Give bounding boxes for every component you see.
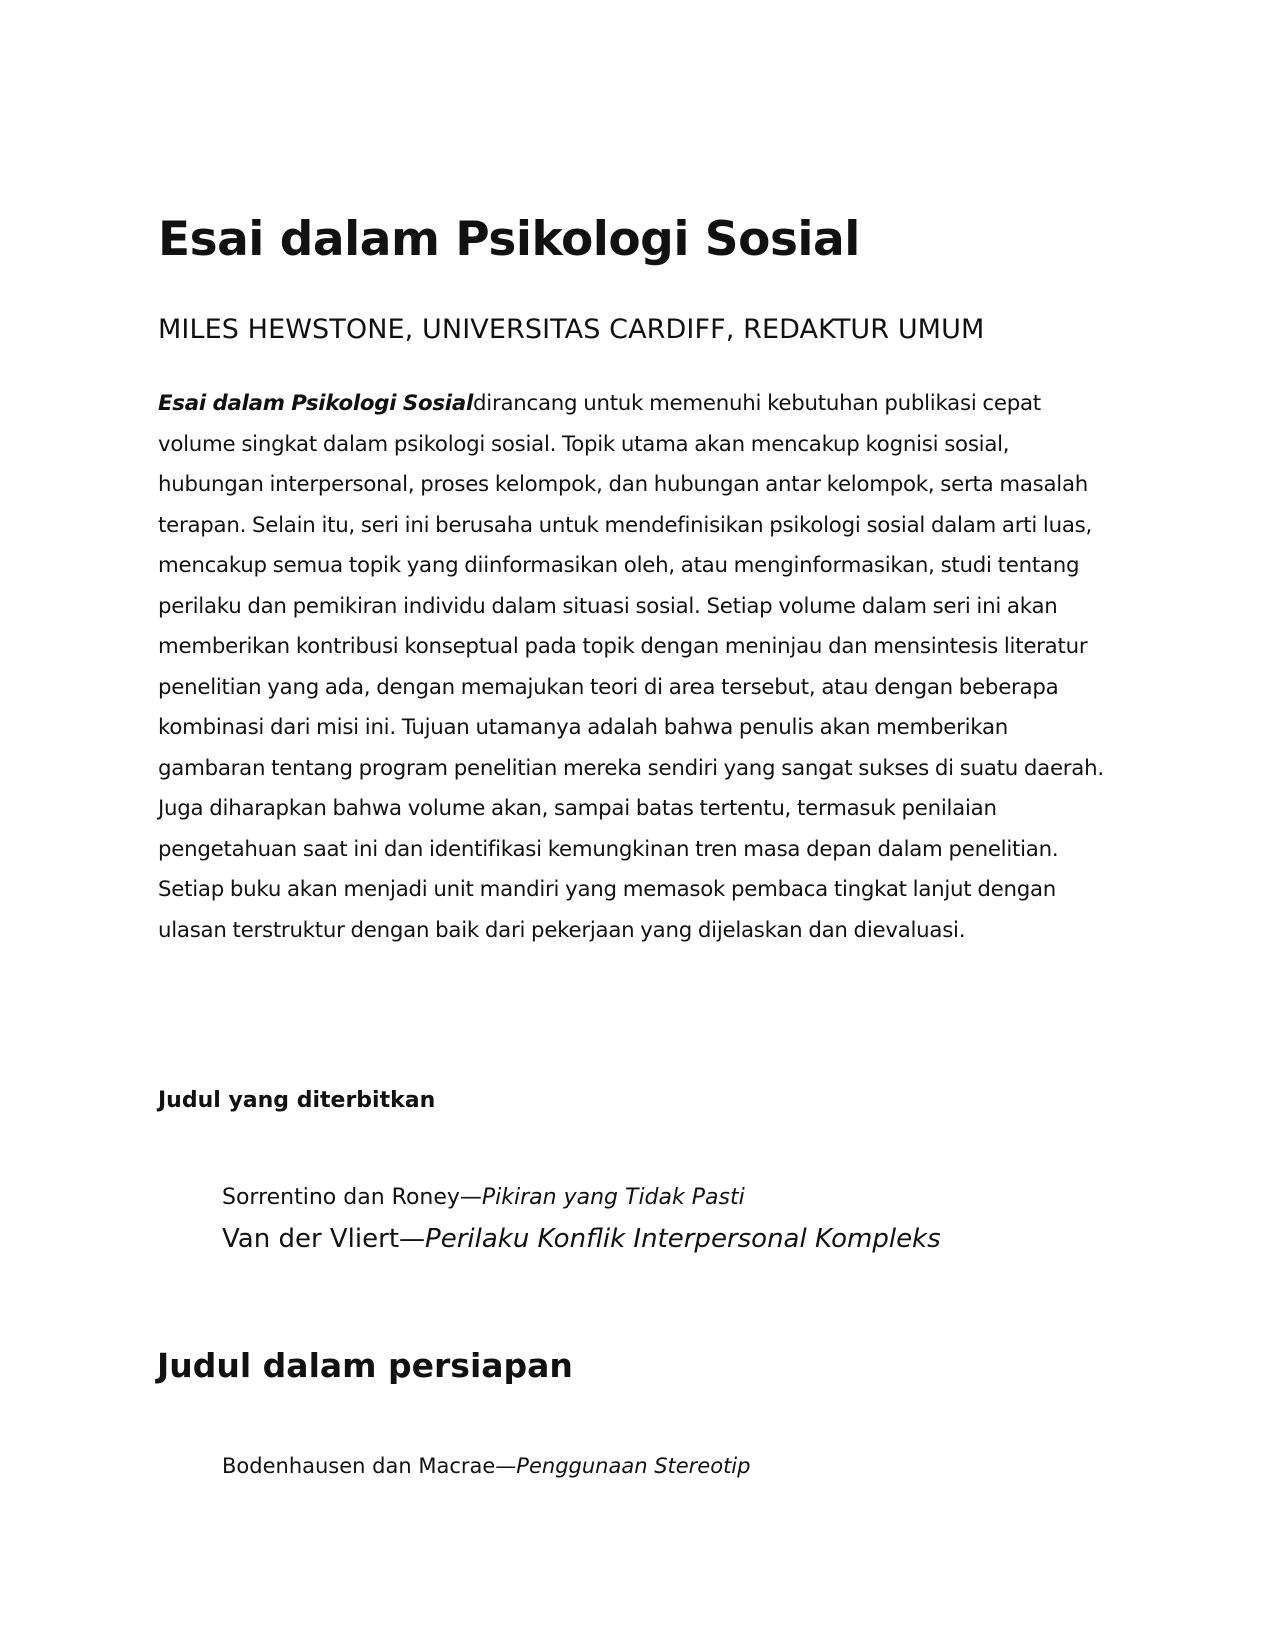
published-titles-heading: Judul yang diterbitkan <box>158 1088 436 1113</box>
published-titles-list <box>222 1178 941 1260</box>
description-lead-title: Esai dalam Psikologi Sosial <box>158 391 474 416</box>
in-preparation-item <box>222 1446 750 1486</box>
in-preparation-heading: Judul dalam persiapan <box>157 1346 573 1385</box>
book-title: Pikiran yang Tidak Pasti <box>481 1185 745 1210</box>
general-editor-line: MILES HEWSTONE, UNIVERSITAS CARDIFF, REDAKTUR UMUM <box>158 314 985 345</box>
in-preparation-list <box>222 1446 750 1486</box>
book-authors: Sorrentino dan Roney— <box>222 1185 482 1210</box>
book-title: Penggunaan Stereotip <box>516 1454 751 1478</box>
book-authors: Bodenhausen dan Macrae— <box>222 1454 517 1478</box>
description-body: dirancang untuk memenuhi kebutuhan publikasi cepat volume singkat dalam psikologi sosial. Topik utama akan mencakup kognisi sosial, hubungan interpersonal, proses kelompok, dan hubungan antar kelompok, serta masalah terapan. Selain itu, seri ini berusaha untuk mendefinisikan psikologi sosial dalam arti luas, mencakup semua topik yang diinformasikan oleh, atau menginformasikan, studi tentang perilaku dan pemikiran individu dalam situasi sosial. Setiap volume dalam seri ini akan memberikan kontribusi konseptual pada topik dengan meninjau dan mensintesis literatur penelitian yang ada, dengan memajukan teori di area tersebut, atau dengan beberapa kombinasi dari misi ini. Tujuan utamanya adalah bahwa penulis akan memberikan gambaran tentang program penelitian mereka sendiri yang sangat sukses di suatu daerah. Juga diharapkan bahwa volume akan, sampai batas tertentu, termasuk penilaian pengetahuan saat ini dan identifikasi kemungkinan tren masa depan dalam penelitian. Setiap buku akan menjadi unit mandiri yang memasok pembaca tingkat lanjut dengan ulasan terstruktur dengan baik dari pekerjaan yang dijelaskan dan dievaluasi. <box>158 391 1104 943</box>
published-title-item <box>222 1178 941 1218</box>
book-title: Perilaku Konflik Interpersonal Kompleks <box>425 1224 941 1254</box>
published-title-item <box>222 1218 941 1260</box>
series-description <box>158 384 1118 951</box>
series-title: Esai dalam Psikologi Sosial <box>158 212 860 267</box>
book-authors: Van der Vliert— <box>222 1224 426 1254</box>
